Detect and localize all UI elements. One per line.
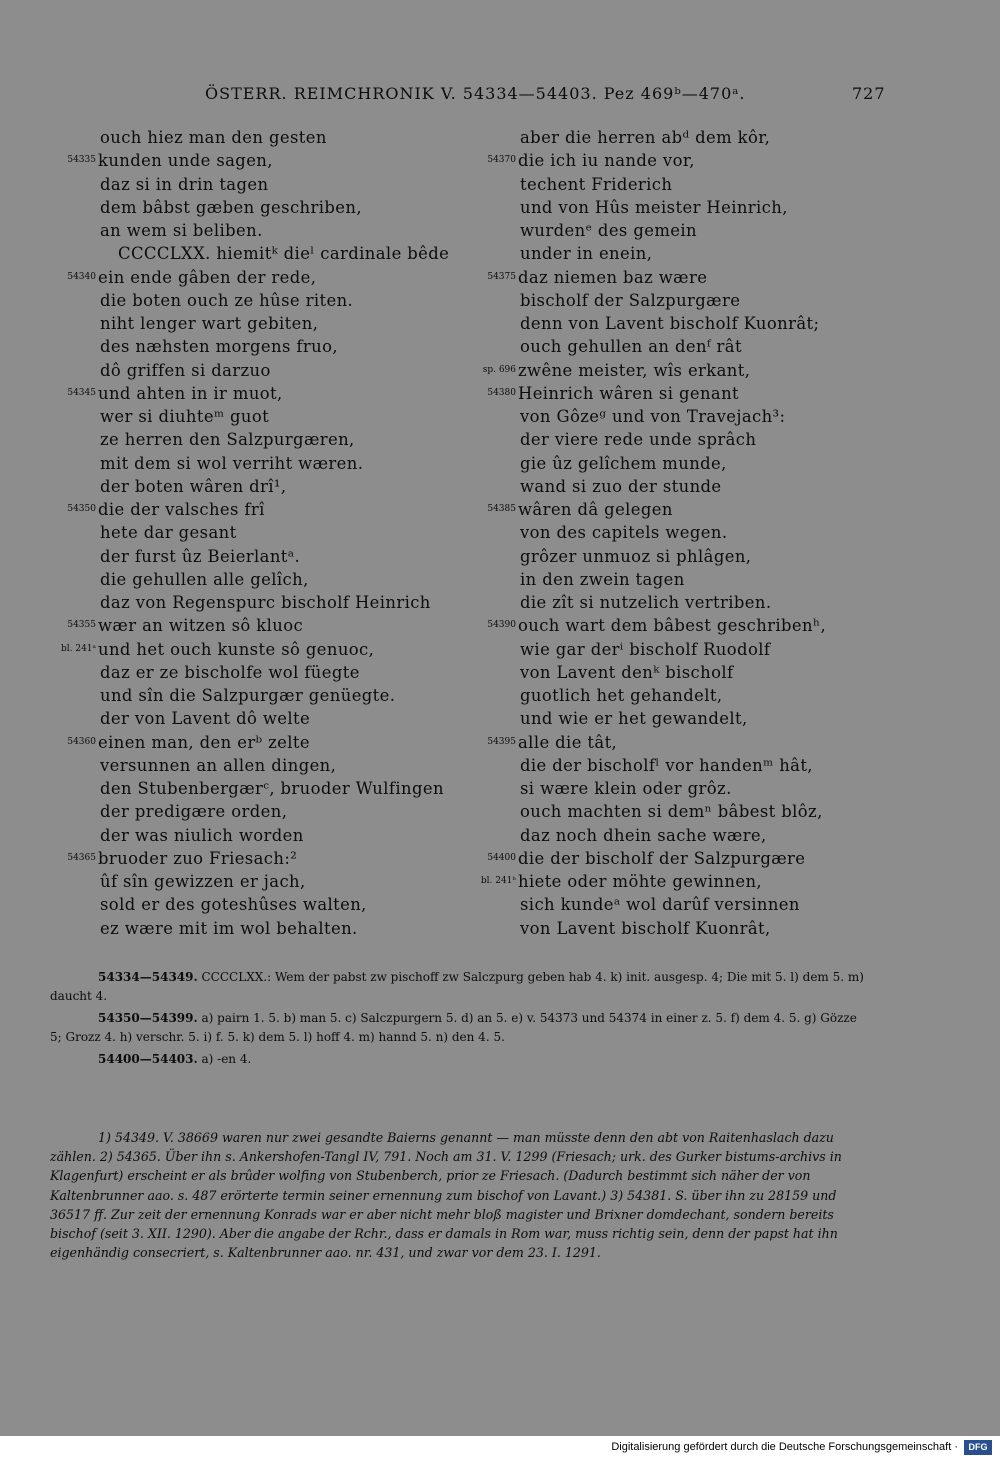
verse-text: des næhsten morgens fruo, <box>100 337 338 357</box>
line-number: 54395 <box>487 736 516 747</box>
verse-text: der furst ûz Beierlantᵃ. <box>100 546 301 566</box>
verse-text: niht lenger wart gebiten, <box>100 314 319 333</box>
verse-text: wie gar derⁱ bischolf Ruodolf <box>520 639 771 659</box>
verse-line <box>50 289 470 312</box>
verse-text: wær an witzen sô kluoc <box>98 616 304 636</box>
apparatus-entry <box>50 968 870 1005</box>
verse-line <box>50 149 470 172</box>
verse-text: grôzer unmuoz si phlâgen, <box>520 546 752 566</box>
line-number: 54370 <box>487 155 516 166</box>
line-number: sp. 696 <box>482 364 516 375</box>
apparatus-range: 54334—54349. <box>98 970 198 984</box>
verse-text: an wem si beliben. <box>100 221 263 240</box>
verse-text: und sîn die Salzpurgær genüegte. <box>100 686 396 705</box>
verse-line <box>50 173 470 196</box>
verse-text: denn von Lavent bischolf Kuonrât; <box>520 314 820 333</box>
verse-line <box>470 242 890 265</box>
verse-line <box>470 824 890 847</box>
verse-text: hiete oder möhte gewinnen, <box>518 872 763 891</box>
verse-line <box>50 359 470 382</box>
verse-line <box>50 498 470 521</box>
verse-line <box>470 731 890 754</box>
verse-line <box>470 800 890 823</box>
verse-line <box>50 266 470 289</box>
apparatus-range: 54350—54399. <box>98 1011 198 1025</box>
verse-text: mit dem si wol verriht wæren. <box>100 453 364 473</box>
verse-text: der von Lavent dô welte <box>100 709 311 729</box>
line-number: 54355 <box>67 620 96 631</box>
verse-text: ouch wart dem bâbest geschribenʰ, <box>518 616 827 636</box>
verse-text: und wie er het gewandelt, <box>520 709 748 729</box>
verse-line <box>50 126 470 149</box>
apparatus-entry <box>50 1050 870 1069</box>
verse-text: si wære klein oder grôz. <box>520 779 732 798</box>
verse-text: daz si in drin tagen <box>100 174 269 194</box>
verse-text: aber die herren abᵈ dem kôr, <box>520 128 771 147</box>
apparatus-entry <box>50 1009 870 1046</box>
verse-line <box>50 591 470 614</box>
verse-text: den Stubenbergærᶜ, bruoder Wulfingen <box>100 779 444 798</box>
verse-text: gie ûz gelîchem munde, <box>520 453 727 473</box>
verse-text: dô griffen si darzuo <box>100 360 271 380</box>
verse-line <box>50 847 470 870</box>
verse-text: ouch gehullen an denᶠ rât <box>520 337 742 357</box>
verse-line <box>50 661 470 684</box>
line-number: 54390 <box>487 620 516 631</box>
verse-line <box>50 475 470 498</box>
verse-line <box>50 707 470 730</box>
verse-text: die ich iu nande vor, <box>518 151 695 171</box>
apparatus-range: 54400—54403. <box>98 1052 198 1066</box>
verse-line <box>50 335 470 358</box>
line-number: 54350 <box>67 504 96 514</box>
verse-line <box>470 661 890 684</box>
line-number: 54380 <box>487 387 516 398</box>
verse-line <box>470 126 890 149</box>
funding-credit: Digitalisierung gefördert durch die Deutsche Forschungsgemeinschaft · <box>611 1441 958 1453</box>
verse-line <box>50 568 470 591</box>
verse-text: daz von Regenspurc bischolf Heinrich <box>100 593 431 612</box>
verse-text: ouch hiez man den gesten <box>100 128 327 147</box>
dfg-logo: DFG <box>964 1440 992 1455</box>
verse-text: techent Friderich <box>520 174 673 194</box>
verse-line <box>470 707 890 730</box>
verse-line <box>470 289 890 312</box>
verse-line <box>50 382 470 405</box>
verse-text: daz er ze bischolfe wol füegte <box>100 662 360 682</box>
verse-text: die der bischolf der Salzpurgære <box>518 848 806 868</box>
line-number: 54360 <box>67 736 96 747</box>
verse-line <box>470 498 890 521</box>
verse-text: einen man, den erᵇ zelte <box>98 732 310 752</box>
verse-line <box>50 800 470 823</box>
verse-text: wand si zuo der stunde <box>520 476 722 496</box>
verse-line <box>470 312 890 335</box>
verse-text: Heinrich wâren si genant <box>518 383 740 403</box>
running-header <box>0 84 1000 106</box>
verse-column-left <box>50 126 470 940</box>
verse-text: ze herren den Salzpurgæren, <box>100 430 355 450</box>
verse-line <box>470 568 890 591</box>
verse-text: der viere rede unde sprâch <box>520 430 757 450</box>
verse-text: von Gôzeᵍ und von Travejach³: <box>520 407 786 426</box>
verse-line <box>470 591 890 614</box>
verse-line <box>50 405 470 428</box>
verse-line <box>470 405 890 428</box>
verse-text: ein ende gâben der rede, <box>98 267 317 287</box>
line-number: 54400 <box>487 852 516 863</box>
verse-text: wâren dâ gelegen <box>518 500 673 519</box>
verse-line <box>470 219 890 242</box>
verse-text: wurdenᵉ des gemein <box>520 221 697 240</box>
verse-line <box>50 638 470 661</box>
verse-line <box>470 614 890 637</box>
verse-line <box>50 242 470 265</box>
verse-text: alle die tât, <box>518 732 618 752</box>
verse-line <box>470 545 890 568</box>
verse-line <box>50 893 470 916</box>
verse-line <box>470 149 890 172</box>
apparatus-text: a) pairn 1. 5. b) man 5. c) Salczpurgern 5. d) an 5. e) v. 54373 und 54374 in einer z. 5. f) dem 4. 5. g) Gözze 5; Grozz 4. h) verschr. 5. i) f. 5. k) dem 5. l) hoff 4. m) hannd 5. n) den 4. 5. <box>50 1011 857 1044</box>
footer-bar <box>0 1436 1000 1461</box>
verse-text: der predigære orden, <box>100 802 288 822</box>
verse-line <box>470 475 890 498</box>
verse-text: daz noch dhein sache wære, <box>520 825 767 845</box>
verse-line <box>470 870 890 893</box>
verse-text: und von Hûs meister Heinrich, <box>520 197 788 217</box>
verse-line <box>470 452 890 475</box>
verse-line <box>470 521 890 544</box>
verse-line <box>470 754 890 777</box>
verse-text: die der bischolfˡ vor handenᵐ hât, <box>520 755 813 775</box>
verse-text: bischolf der Salzpurgære <box>520 290 741 310</box>
verse-line <box>50 684 470 707</box>
verse-text: zwêne meister, wîs erkant, <box>518 360 751 380</box>
verse-line <box>50 731 470 754</box>
verse-text: sich kundeᵃ wol darûf versinnen <box>520 895 800 915</box>
verse-line <box>50 754 470 777</box>
verse-line <box>470 196 890 219</box>
verse-text: ûf sîn gewizzen er jach, <box>100 872 306 891</box>
line-number: 54365 <box>67 852 96 863</box>
verse-text: die boten ouch ze hûse riten. <box>100 290 354 310</box>
verse-text: sold er des goteshûses walten, <box>100 895 367 915</box>
running-title: ÖSTERR. REIMCHRONIK V. 54334—54403. Pez 469ᵇ—470ᵃ. <box>205 84 746 103</box>
line-number: 54375 <box>487 271 516 282</box>
apparatus-text: a) -en 4. <box>197 1052 252 1066</box>
verse-text: dem bâbst gæben geschriben, <box>100 197 362 217</box>
verse-text: versunnen an allen dingen, <box>100 755 337 775</box>
verse-line <box>50 824 470 847</box>
line-number: 54345 <box>67 387 96 398</box>
verse-text: die gehullen alle gelîch, <box>100 569 309 589</box>
verse-line <box>470 428 890 451</box>
verse-text: under in enein, <box>520 244 653 264</box>
verse-line <box>470 893 890 916</box>
verse-text: die der valsches frî <box>98 500 265 519</box>
footnotes: 1) 54349. V. 38669 waren nur zwei gesandte Baierns genannt — man müsste denn den abt von Raitenhaslach dazu zählen. 2) 54365. Über ihn s. Ankershofen-Tangl IV, 791. Noch am 31. V. 1299 (Friesach; urk. des Gurker bistums-archivs in Klagenfurt) erscheint er als brûder wolfing von Stubenberch, prior ze Friesach. (Dadurch bestimmt sich näher der von Kaltenbrunner aao. s. 487 erörterte termin seiner ernennung zum bischof von Lavant.) 3) 54381. S. über ihn zu 28159 und 36517 ff. Zur zeit der ernennung Konrads war er aber nicht mehr bloß magister und Brixner domdechant, sondern bereits bischof (seit 3. XII. 1290). Aber die angabe der Rchr., dass er damals in Rom war, muss richtig sein, denn der papst hat ihn eigenhändig consecriert, s. Kaltenbrunner aao. nr. 431, und zwar vor dem 23. I. 1291. <box>50 1130 842 1261</box>
verse-text: in den zwein tagen <box>520 569 685 589</box>
verse-line <box>470 173 890 196</box>
verse-line <box>470 847 890 870</box>
verse-line <box>470 638 890 661</box>
verse-line <box>470 382 890 405</box>
verse-line <box>50 545 470 568</box>
verse-text: und ahten in ir muot, <box>98 383 283 403</box>
verse-line <box>50 452 470 475</box>
verse-line <box>470 335 890 358</box>
verse-text: wer si diuhteᵐ guot <box>100 407 270 426</box>
line-number: bl. 241ᵇ <box>480 876 516 886</box>
critical-apparatus <box>50 968 870 1073</box>
page-number: 727 <box>852 84 886 103</box>
verse-text: der boten wâren drî¹, <box>100 476 287 496</box>
verse-text: daz niemen baz wære <box>518 267 708 287</box>
verse-text: kunden unde sagen, <box>98 151 273 171</box>
verse-line <box>50 312 470 335</box>
verse-line <box>470 777 890 800</box>
verse-text: CCCCLXX. hiemitᵏ dieˡ cardinale bêde <box>118 244 450 264</box>
verse-line <box>50 870 470 893</box>
verse-text: der was niulich worden <box>100 825 304 845</box>
verse-text: die zît si nutzelich vertriben. <box>520 593 772 612</box>
verse-line <box>470 359 890 382</box>
line-number: 54335 <box>67 155 96 166</box>
verse-text: ez wære mit im wol behalten. <box>100 918 358 938</box>
line-number: 54340 <box>67 271 96 282</box>
verse-line <box>50 521 470 544</box>
verse-text: von des capitels wegen. <box>520 523 728 543</box>
verse-text: guotlich het gehandelt, <box>520 686 723 705</box>
verse-text: hete dar gesant <box>100 523 237 543</box>
verse-column-right <box>470 126 890 940</box>
verse-line <box>50 196 470 219</box>
verse-line <box>470 917 890 940</box>
verse-text: von Lavent denᵏ bischolf <box>520 662 734 682</box>
line-number: bl. 241ᵃ <box>60 643 96 654</box>
verse-text: und het ouch kunste sô genuoc, <box>98 639 375 659</box>
verse-line <box>50 219 470 242</box>
line-number: 54385 <box>487 504 516 514</box>
verse-text: von Lavent bischolf Kuonrât, <box>520 918 771 938</box>
verse-line <box>50 428 470 451</box>
apparatus-text: CCCCLXX.: Wem der pabst zw pischoff zw Salczpurg geben hab 4. k) init. ausgesp. 4; Die mit 5. l) dem 5. m) daucht 4. <box>50 970 864 1003</box>
verse-line <box>470 266 890 289</box>
verse-text: bruoder zuo Friesach:² <box>98 848 298 868</box>
verse-line <box>50 777 470 800</box>
verse-line <box>50 917 470 940</box>
verse-text: ouch machten si demⁿ bâbest blôz, <box>520 802 823 822</box>
verse-line <box>50 614 470 637</box>
verse-line <box>470 684 890 707</box>
